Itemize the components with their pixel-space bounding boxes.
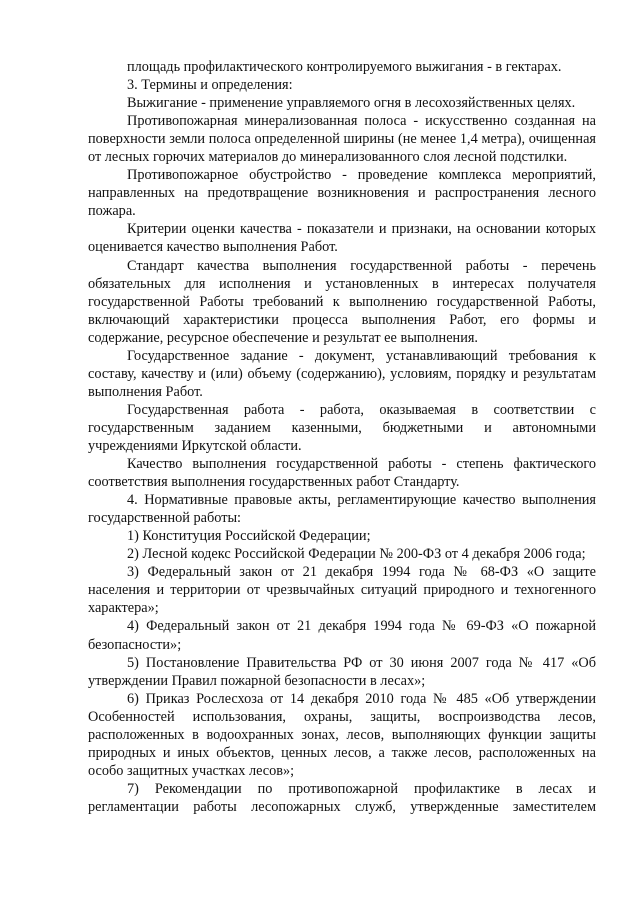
regulation-item-2: 2) Лесной кодекс Российской Федерации № 200-ФЗ от 4 декабря 2006 года; — [127, 546, 586, 563]
regulation-item-3: 3) Федеральный закон от 21 декабря 1994 года № 68-ФЗ «О защите населения и территории от чрезвычайных ситуаций природного и техногенного характера»; — [88, 564, 596, 617]
definition-mineralized-strip: Противопожарная минерализованная полоса - искусственно созданная на поверхности земли полоса определенной ширины (не менее 1,4 метра), очищенная от лесных горючих материалов до минерализованного слоя лесной подстилки. — [88, 113, 596, 166]
definition-burning: Выжигание - применение управляемого огня в лесохозяйственных целях. — [127, 95, 576, 112]
document-page — [88, 58, 596, 816]
regulation-item-1: 1) Конституция Российской Федерации; — [127, 528, 371, 545]
definition-quality-standard: Стандарт качества выполнения государственной работы - перечень обязательных для исполнения и установленных в интересах получателя государственной Работы требований к выполнению государственной Работы, включающий характеристики процесса выполнения Работ, его формы и содержание, ресурсное обеспечение и результат ее выполнения. — [88, 257, 596, 346]
paragraph-burn-area-unit: площадь профилактического контролируемого выжигания - в гектарах. — [127, 59, 562, 75]
definition-state-assignment: Государственное задание - документ, устанавливающий требования к составу, качеству и (или) объему (содержанию), условиям, порядку и результатам выполнения Работ. — [88, 347, 596, 400]
definition-work-quality: Качество выполнения государственной работы - степень фактического соответствия выполнения государственных работ Стандарту. — [88, 456, 596, 491]
regulation-item-4: 4) Федеральный закон от 21 декабря 1994 года № 69-ФЗ «О пожарной безопасности»; — [88, 618, 596, 653]
section-heading-terms: 3. Термины и определения: — [127, 77, 293, 94]
definition-fire-prevention-arrangement: Противопожарное обустройство - проведение комплекса мероприятий, направленных на предотвращение возникновения и распространения лесного пожара. — [88, 167, 596, 220]
regulation-item-5: 5) Постановление Правительства РФ от 30 июня 2007 года № 417 «Об утверждении Правил пожарной безопасности в лесах»; — [88, 654, 596, 689]
definition-quality-criteria: Критерии оценки качества - показатели и признаки, на основании которых оценивается качество выполнения Работ. — [88, 221, 596, 256]
section-heading-regulations: 4. Нормативные правовые акты, регламентирующие качество выполнения государственной работы: — [88, 492, 596, 527]
regulation-item-7: 7) Рекомендации по противопожарной профилактике в лесах и регламентации работы лесопожарных служб, утвержденные заместителем — [88, 780, 596, 815]
definition-state-work: Государственная работа - работа, оказываемая в соответствии с государственным заданием казенными, бюджетными и автономными учреждениями Иркутской области. — [88, 401, 596, 454]
regulation-item-6: 6) Приказ Рослесхоза от 14 декабря 2010 года № 485 «Об утверждении Особенностей использования, охраны, защиты, воспроизводства лесов, расположенных в водоохранных зонах, лесов, выполняющих функции защиты природных и иных объектов, ценных лесов, а также лесов, расположенных на особо защитных участках лесов»; — [88, 690, 596, 779]
